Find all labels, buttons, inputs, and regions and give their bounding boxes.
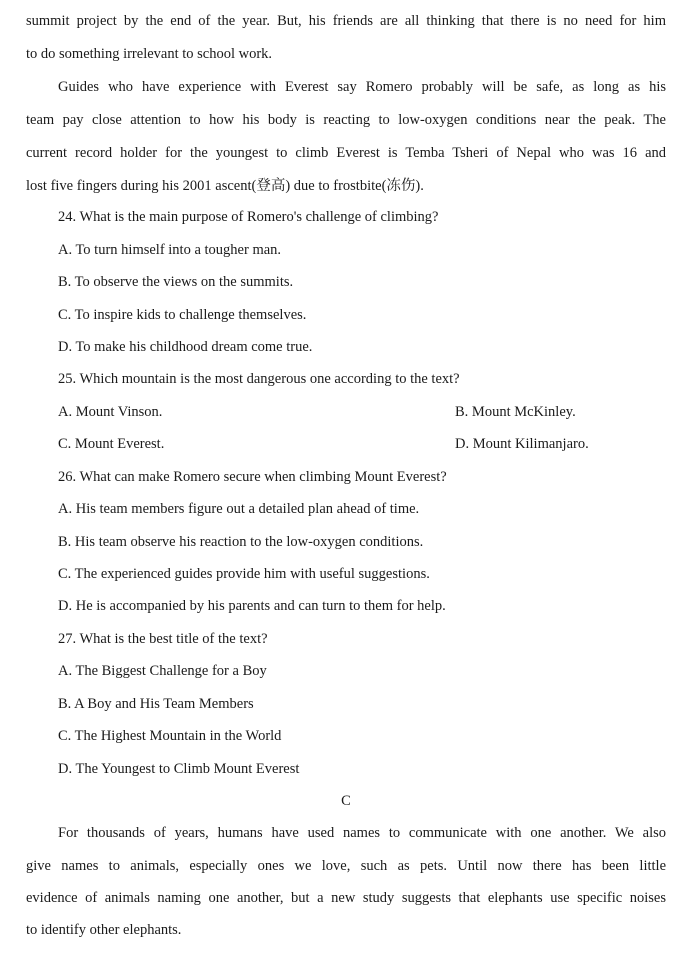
question-24-option-d: D. To make his childhood dream come true. xyxy=(58,339,313,355)
question-27-option-b: B. A Boy and His Team Members xyxy=(58,696,254,712)
passage-line: current record holder for the youngest to climb Everest is Temba Tsheri of Nepal who was 16 and xyxy=(26,145,666,161)
passage-line: give names to animals, especially ones we love, such as pets. Until now there has been little xyxy=(26,858,666,874)
question-24-option-c: C. To inspire kids to challenge themselves. xyxy=(58,307,307,323)
passage-line: to identify other elephants. xyxy=(26,922,182,938)
question-24-option-b: B. To observe the views on the summits. xyxy=(58,274,294,290)
section-heading: C xyxy=(341,793,351,809)
passage-line: Guides who have experience with Everest say Romero probably will be safe, as long as his xyxy=(58,79,666,95)
question-25-option-c: C. Mount Everest. xyxy=(58,436,165,452)
question-27-option-c: C. The Highest Mountain in the World xyxy=(58,728,282,744)
passage-line: team pay close attention to how his body is reacting to low-oxygen conditions near the peak. The xyxy=(26,112,666,128)
question-27-stem: 27. What is the best title of the text? xyxy=(58,631,268,647)
question-27-option-d: D. The Youngest to Climb Mount Everest xyxy=(58,761,300,777)
passage-line: summit project by the end of the year. But, his friends are all thinking that there is no need for him xyxy=(26,13,666,29)
question-26-stem: 26. What can make Romero secure when climbing Mount Everest? xyxy=(58,469,447,485)
question-26-option-d: D. He is accompanied by his parents and can turn to them for help. xyxy=(58,598,446,614)
question-26-option-a: A. His team members figure out a detailed plan ahead of time. xyxy=(58,501,420,517)
passage-line: evidence of animals naming one another, but a new study suggests that elephants use specific noises xyxy=(26,890,666,906)
question-25-stem: 25. Which mountain is the most dangerous one according to the text? xyxy=(58,371,460,387)
question-26-option-b: B. His team observe his reaction to the low-oxygen conditions. xyxy=(58,534,424,550)
question-27-option-a: A. The Biggest Challenge for a Boy xyxy=(58,663,267,679)
question-25-option-b: B. Mount McKinley. xyxy=(455,404,576,420)
passage-line: For thousands of years, humans have used names to communicate with one another. We also xyxy=(58,825,666,841)
question-25-option-a: A. Mount Vinson. xyxy=(58,404,163,420)
passage-line: to do something irrelevant to school work. xyxy=(26,46,273,62)
question-24-option-a: A. To turn himself into a tougher man. xyxy=(58,242,282,258)
question-24-stem: 24. What is the main purpose of Romero's challenge of climbing? xyxy=(58,209,439,225)
question-26-option-c: C. The experienced guides provide him with useful suggestions. xyxy=(58,566,430,582)
question-25-option-d: D. Mount Kilimanjaro. xyxy=(455,436,589,452)
passage-line: lost five fingers during his 2001 ascent(登高) due to frostbite(冻伤). xyxy=(26,178,424,194)
